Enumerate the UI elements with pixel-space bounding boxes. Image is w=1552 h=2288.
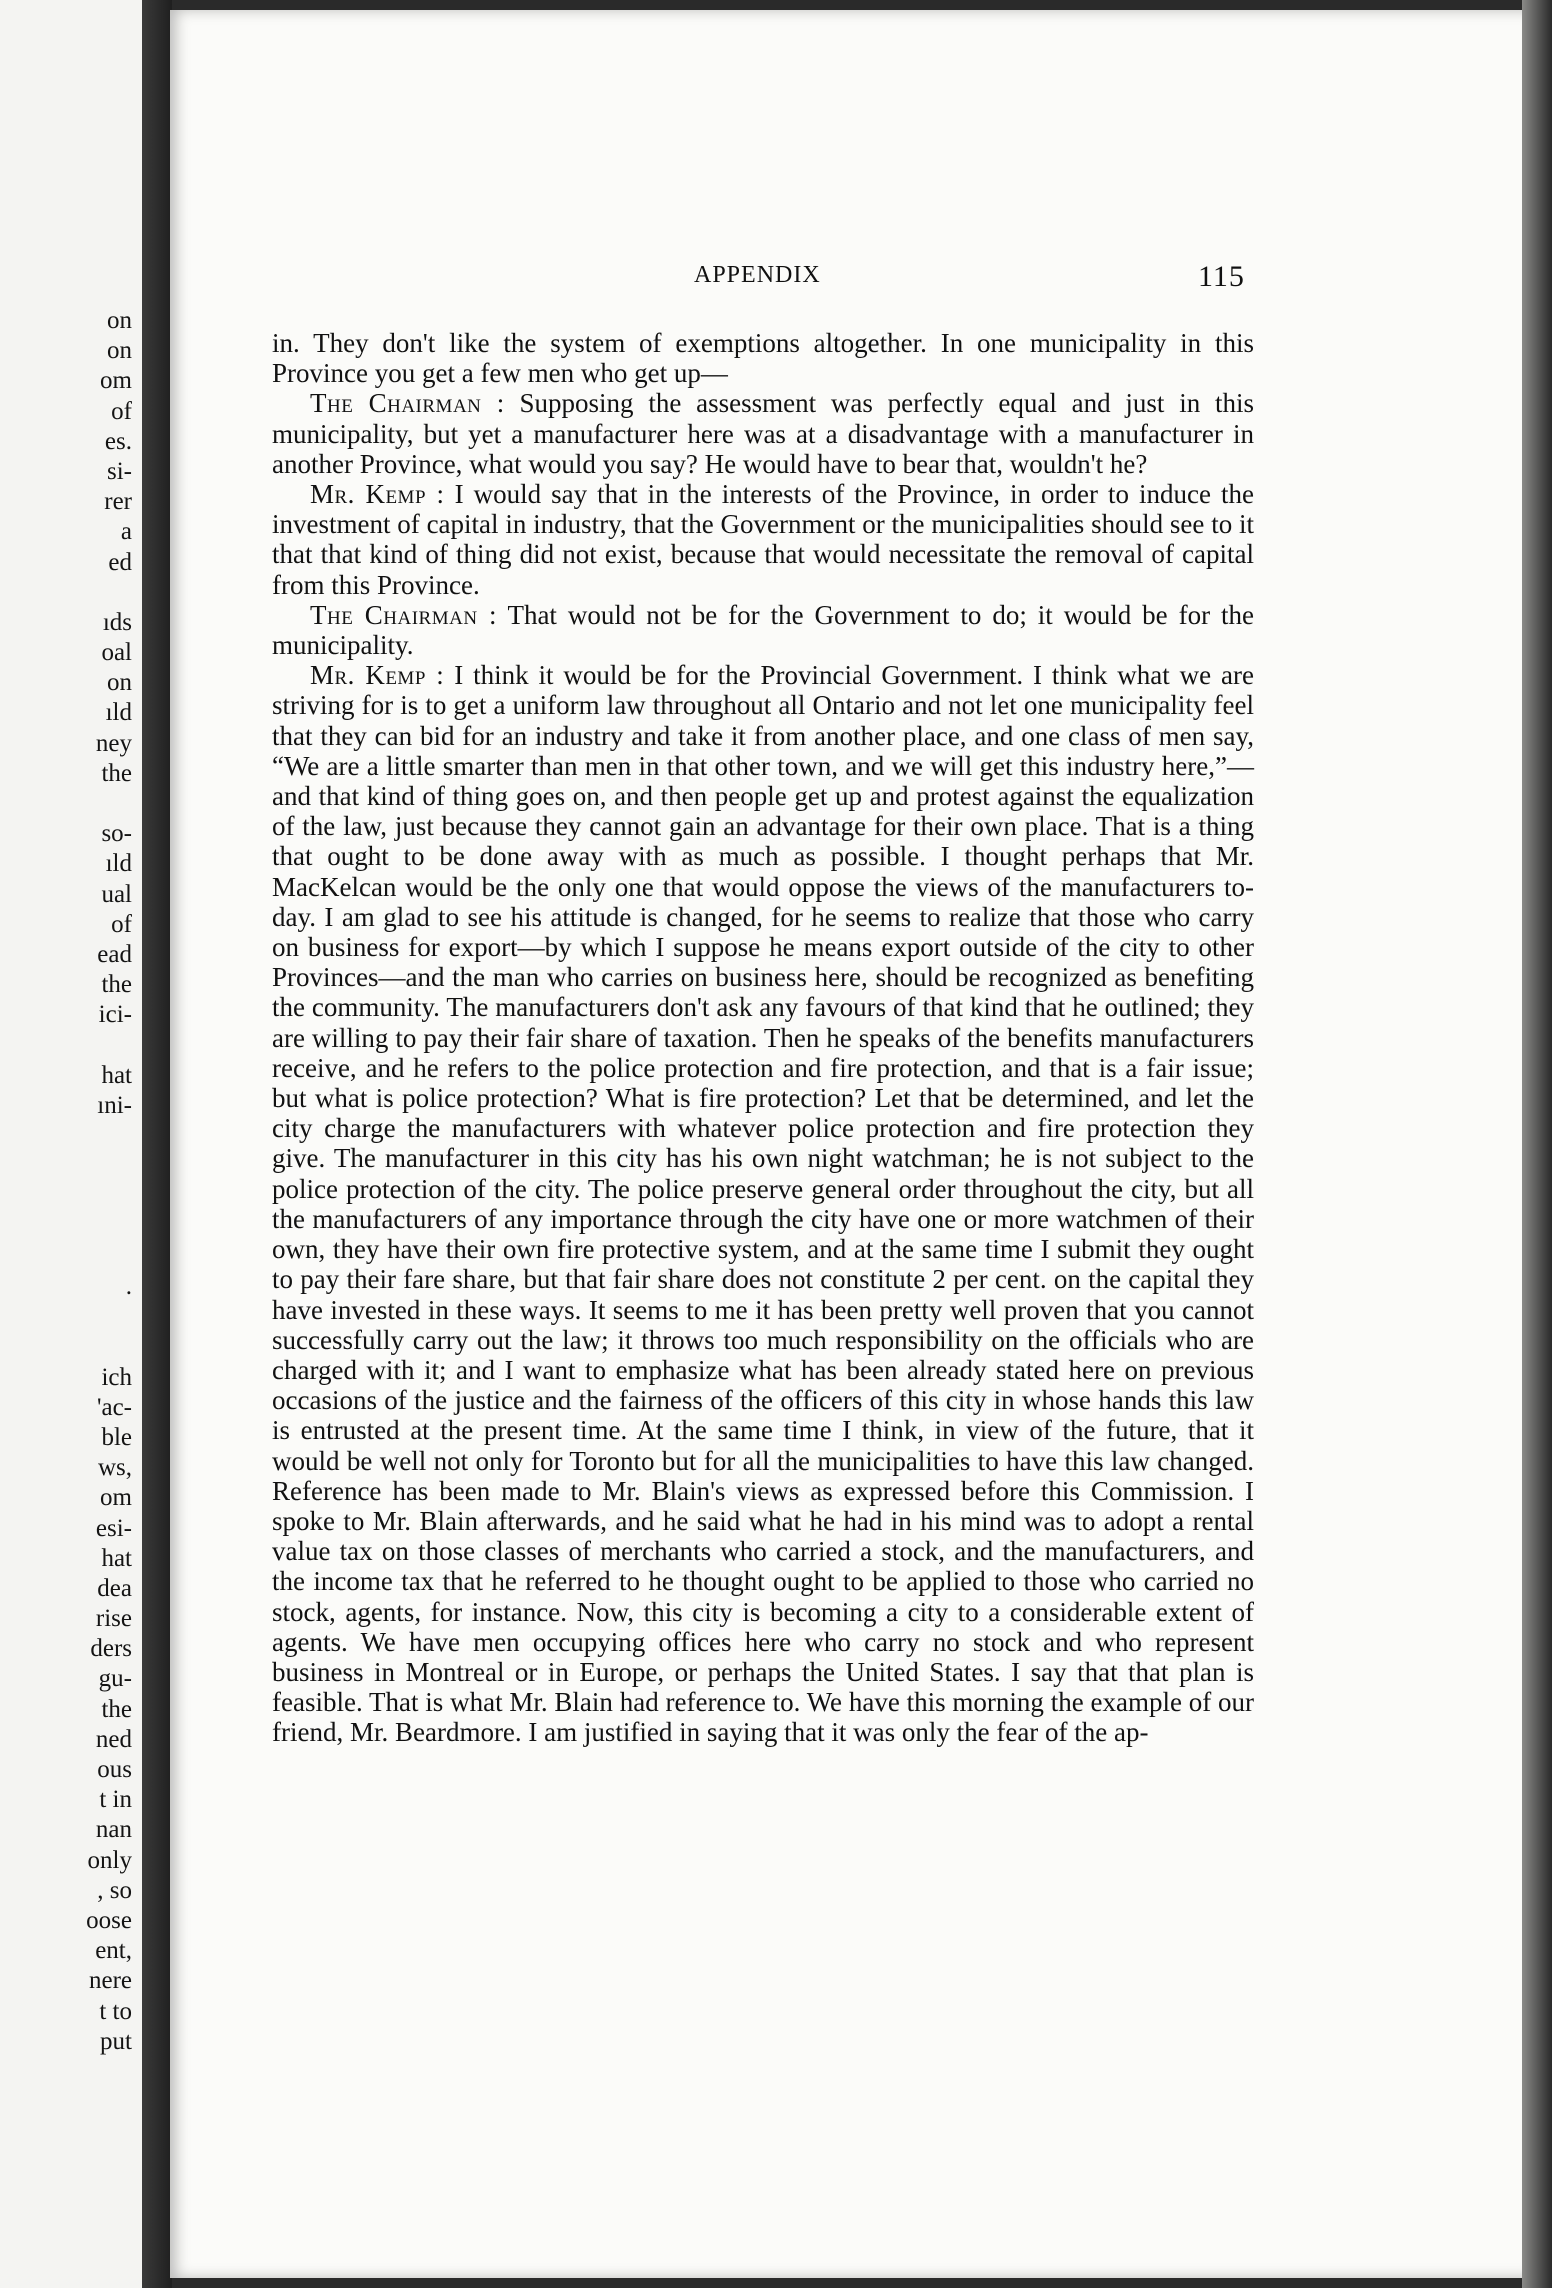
facing-page-line: of xyxy=(111,910,132,938)
facing-page-line: ead xyxy=(97,940,132,968)
paragraph-text: I would say that in the interests of the Province, in order to induce the investment of capital in industry, that the Government or the municipalities should see to it that that kind of thing did not exist, because that would necessitate the removal of capital from this Province. xyxy=(272,479,1255,600)
facing-page-line: oose xyxy=(86,1906,132,1934)
facing-page-line: a xyxy=(120,518,132,546)
facing-page-line: ous xyxy=(97,1756,132,1783)
facing-page-line: ble xyxy=(101,1423,132,1451)
facing-page-line xyxy=(0,1181,142,1211)
facing-page-line: ed xyxy=(108,548,132,576)
facing-page-line xyxy=(0,1302,142,1332)
facing-page-line: put xyxy=(100,2027,132,2055)
speaker-label: Mr. Kemp : xyxy=(310,479,445,510)
facing-page-line: ws, xyxy=(97,1454,132,1482)
facing-page-line xyxy=(0,789,142,819)
facing-page-line: t in xyxy=(99,1786,132,1814)
facing-page-line: esi- xyxy=(95,1514,132,1542)
facing-page-line: om xyxy=(100,1484,132,1512)
facing-page-line: ıds xyxy=(102,608,132,636)
body-text xyxy=(272,328,1254,1748)
facing-page-line: rer xyxy=(104,488,132,516)
facing-page-line: rise xyxy=(95,1605,132,1633)
facing-page-line: only xyxy=(87,1846,132,1874)
facing-page-line: ent, xyxy=(95,1937,132,1965)
facing-page-line: dea xyxy=(97,1574,132,1602)
facing-page-line: nere xyxy=(88,1967,132,1995)
facing-page-line xyxy=(0,1242,142,1272)
page-edge xyxy=(1522,0,1552,2288)
facing-page-text-fragments xyxy=(0,306,142,2057)
facing-page-line: ich xyxy=(101,1363,132,1391)
facing-page-line xyxy=(0,1151,142,1181)
paragraph xyxy=(272,388,1254,479)
facing-page-line: om xyxy=(100,367,132,395)
facing-page-line: ici- xyxy=(98,1001,132,1029)
facing-page-line: ıld xyxy=(105,699,132,727)
paragraph xyxy=(272,660,1254,1747)
paragraph xyxy=(272,600,1254,660)
facing-page-line: , so xyxy=(97,1876,132,1904)
book-page xyxy=(170,10,1530,2278)
facing-page-line: ders xyxy=(90,1635,132,1663)
speaker-label: Mr. Kemp : xyxy=(310,660,445,691)
facing-page-line xyxy=(0,1212,142,1242)
facing-page-line: hat xyxy=(101,1544,132,1572)
book-spine xyxy=(142,0,172,2288)
facing-page-line: hat xyxy=(101,1061,132,1089)
paragraph xyxy=(272,479,1254,600)
facing-page-line xyxy=(0,1031,142,1061)
paragraph-text: I think it would be for the Provincial Government. I think what we are striving for is to get a uniform law throughout all Ontario and not let one municipality feel that they can bid for an industry and take it from another place, and one class of men say, “We are a little smarter than men in that other town, and we will get this industry here,”—and that kind of thing goes on, and then people get up and protest against the equalization of the law, just because they cannot gain an advantage for their own place. That is a thing that ought to be done away with as much as possible. I thought perhaps that Mr. MacKelcan would be the only one that would oppose the views of the manufacturers to-day. I am glad to see his attitude is changed, for he seems to realize that those who carry on business for export—by which I suppose he means export outside of the city to other Provinces—and the man who carries on business here, should be recognized as benefiting the community. The manufacturers don't ask any favours of that kind that he outlined; they are willing to pay their fair share of taxation. Then he speaks of the benefits manufacturers receive, and he refers to the police protection and fire protection, and that is a fair issue; but what is police protection? What is fire protection? Let that be determined, and let the city charge the manufacturers with whatever police protection and fire protection they give. The manufacturer in this city has his own night watchman; he is not subject to the police protection of the city. The police preserve general order throughout the city, but all the manufacturers of any importance through the city have one or more watchmen of their own, they have their own fire protective system, and at the same time I submit they ought to pay their fare share, but that fair share does not constitute 2 per cent. on the capital they have invested in these ways. It seems to me it has been pretty well proven that you cannot successfully carry out the law; it throws too much responsibility on the officials who are charged with it; and I want to emphasize what has been already stated here on previous occasions of the justice and the fairness of the officers of this city in whose hands this law is entrusted at the present time. At the same time I think, in view of the future, that it would be well not only for Toronto but for all the municipalities to have this law changed. Reference has been made to Mr. Blain's views as expressed before this Commission. I spoke to Mr. Blain afterwards, and he said what he had in his mind was to adopt a rental value tax on those classes of merchants who carried a stock, and the manufacturers, and the income tax that he referred to he thought ought to be applied to those who carried no stock, agents, for instance. Now, this city is becoming a city to a considerable extent of agents. We have men occupying offices here who carry no stock and who represent business in Montreal or in Europe, or perhaps the United States. I say that that plan is feasible. That is what Mr. Blain had reference to. We have this morning the example of our friend, Mr. Beardmore. I am justified in saying that it was only the fear of the ap- xyxy=(272,660,1255,1748)
page-number: 115 xyxy=(1198,260,1245,293)
page-header xyxy=(170,260,1530,300)
facing-page-line: es. xyxy=(104,427,132,455)
facing-page-line: ney xyxy=(95,729,132,757)
facing-page-line: ıld xyxy=(105,850,132,878)
facing-page-line: so- xyxy=(101,820,132,848)
facing-page-line: 'ac- xyxy=(96,1393,132,1421)
facing-page-line: of xyxy=(111,397,132,425)
paragraph-text: Supposing the assessment was perfectly equal and just in this municipality, but yet a manufacturer here was at a disadvantage with a manufacturer in another Province, what would you say? He would have to bear that, wouldn't he? xyxy=(272,388,1255,479)
facing-page-line: on xyxy=(107,337,132,365)
facing-page-line: t to xyxy=(99,1997,132,2025)
facing-page xyxy=(0,0,142,2288)
facing-page-line: the xyxy=(101,759,132,787)
facing-page-line xyxy=(0,1121,142,1151)
facing-page-line: on xyxy=(107,307,132,334)
facing-page-line: si- xyxy=(107,457,132,485)
facing-page-line: . xyxy=(125,1273,132,1300)
facing-page-line xyxy=(0,1332,142,1362)
paragraph-text: in. They don't like the system of exemptions altogether. In one municipality in this Province you get a few men who get up— xyxy=(272,328,1254,389)
facing-page-line: nan xyxy=(95,1816,132,1844)
paragraph-text: That would not be for the Government to do; it would be for the municipality. xyxy=(272,599,1255,661)
facing-page-line: gu- xyxy=(98,1665,132,1693)
facing-page-line: ıni- xyxy=(97,1091,132,1119)
facing-page-line: the xyxy=(101,1695,132,1723)
facing-page-line: ual xyxy=(101,880,132,908)
facing-page-line xyxy=(0,578,142,608)
speaker-label: The Chairman : xyxy=(310,599,497,630)
running-head: APPENDIX xyxy=(694,262,821,288)
facing-page-line: on xyxy=(107,669,132,697)
facing-page-line: oal xyxy=(101,639,132,667)
facing-page-line: ned xyxy=(95,1725,132,1753)
paragraph xyxy=(272,328,1254,388)
speaker-label: The Chairman : xyxy=(310,388,505,419)
facing-page-line: the xyxy=(101,971,132,999)
